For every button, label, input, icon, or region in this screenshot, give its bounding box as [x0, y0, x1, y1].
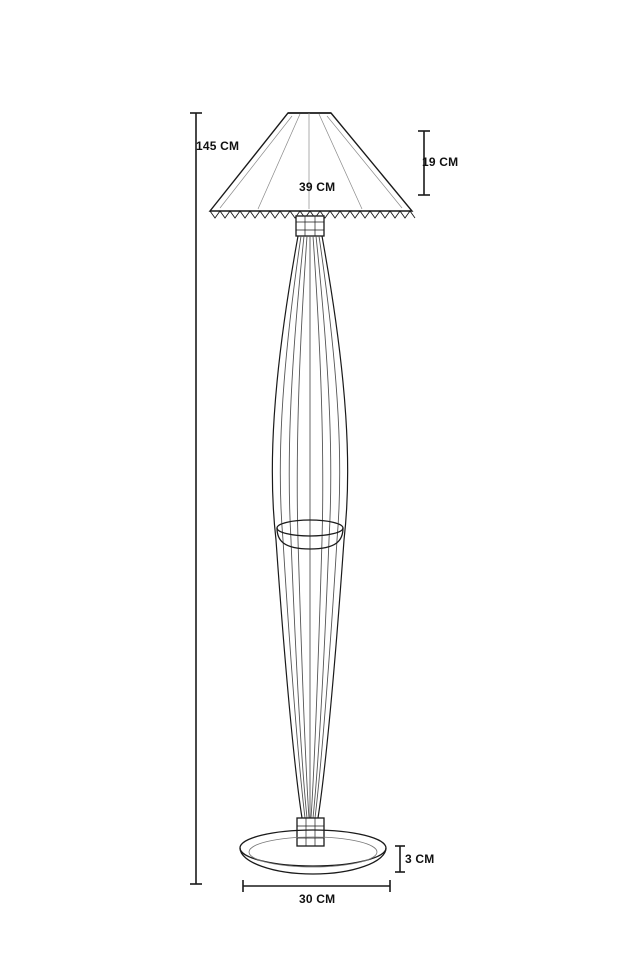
base-height-label: 3 CM — [405, 852, 435, 866]
shade-height-label: 19 CM — [422, 155, 459, 169]
neck-collar — [296, 216, 324, 236]
lamp-shade — [210, 113, 412, 211]
shade-width-label: 39 CM — [299, 180, 336, 194]
base-collar — [297, 818, 324, 846]
shade-outline — [210, 113, 412, 211]
base-collar-rect — [297, 818, 324, 846]
lamp-neck — [296, 216, 324, 236]
slat-inner-group — [280, 236, 339, 818]
total-height-label: 145 CM — [196, 139, 240, 153]
round-base — [240, 830, 386, 874]
base-width-label: 30 CM — [299, 892, 336, 906]
